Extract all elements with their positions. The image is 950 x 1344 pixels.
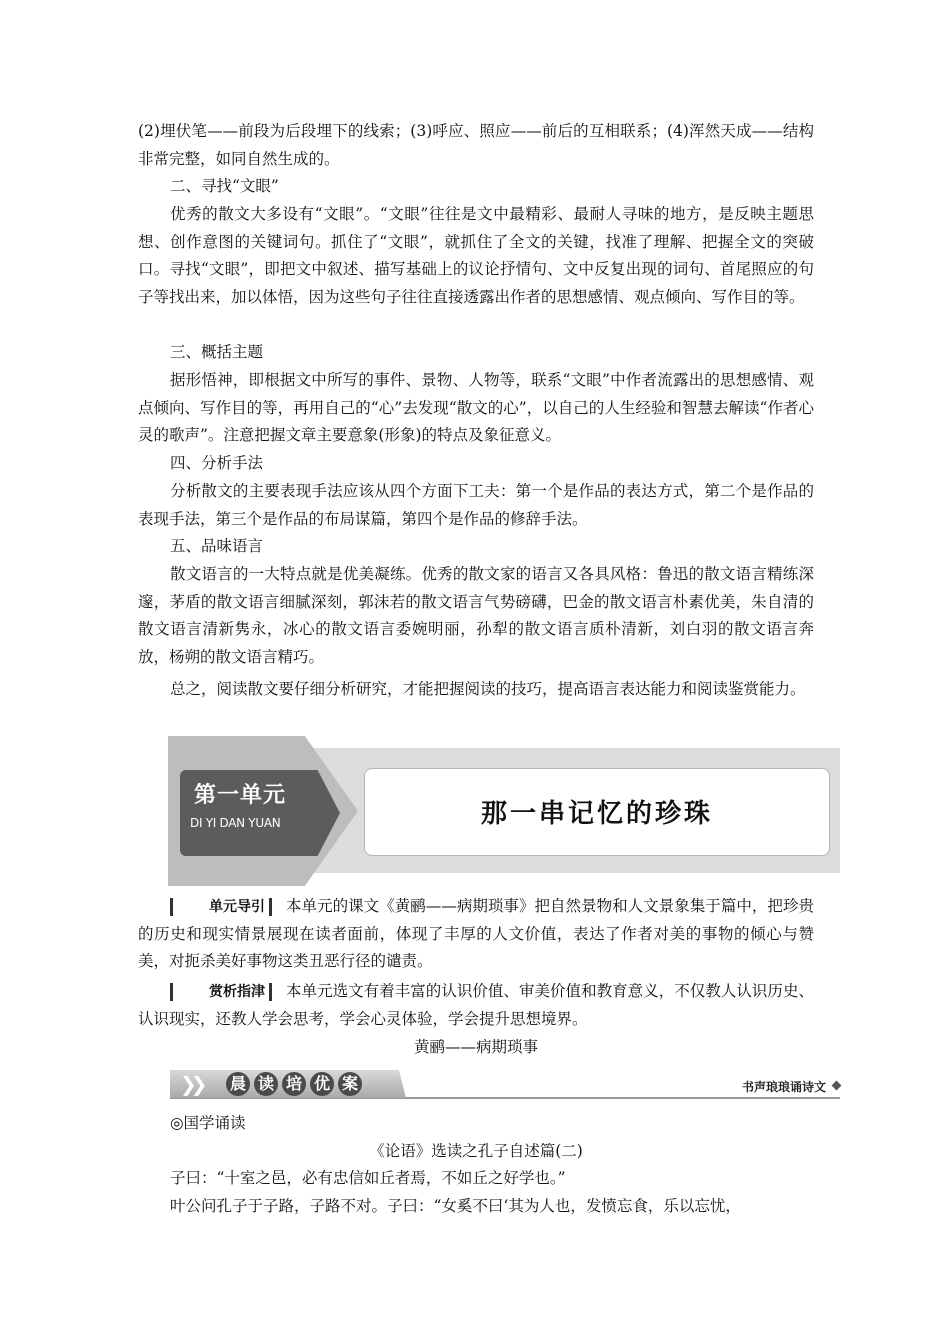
reading-line: 子曰：“十室之邑，必有忠信如丘者焉，不如丘之好学也。” [170, 1169, 566, 1187]
appreciation-guide [138, 978, 814, 1033]
reading-line: 叶公问孔子于子路，子路不对。子曰：“女奚不曰‘其为人也，发愤忘食，乐以忘忧， [170, 1197, 741, 1215]
section-title-char: 晨 [226, 1072, 250, 1096]
paragraph-wenyan: 优秀的散文大多设有“文眼”。“文眼”往往是文中最精彩、最耐人寻味的地方，是反映主题思想、创作意图的关键词句。抓住了“文眼”，就抓住了全文的关键，找准了理解、把握全文的突破口。寻找“文眼”，即把文中叙述、描写基础上的议论抒情句、文中反复出现的词句、首尾照应的句子等找出来，加以体悟，因为这些句子往往直接透露出作者的思想感情、观点倾向、写作目的等。 [138, 205, 814, 306]
reading-title: 《论语》选读之孔子自述篇(二) [369, 1142, 583, 1160]
heading-find-wenyan: 二、寻找“文眼” [170, 177, 279, 195]
section-subtitle: 书声琅琅诵诗文 [741, 1080, 826, 1094]
paragraph-language: 散文语言的一大特点就是优美凝练。优秀的散文家的语言又各具风格：鲁迅的散文语言精练深邃，茅盾的散文语言细腻深刻，郭沫若的散文语言气势磅礴，巴金的散文语言朴素优美，朱自清的散文语言清新隽永，冰心的散文语言委婉明丽，孙犁的散文语言质朴清新，刘白羽的散文语言奔放，杨朔的散文语言精巧。 [138, 565, 814, 666]
paragraph-summary: 总之，阅读散文要仔细分析研究，才能把握阅读的技巧，提高语言表达能力和阅读鉴赏能力。 [170, 680, 806, 698]
heading-language: 五、品味语言 [170, 537, 264, 555]
paragraph-structure: (2)埋伏笔——前段为后段埋下的线索；(3)呼应、照应——前后的互相联系；(4)浑然天成——结构非常完整，如同自然生成的。 [138, 122, 814, 168]
reading-label: ◎国学诵读 [170, 1114, 246, 1132]
appreciation-text: 本单元选文有着丰富的认识价值、审美价值和教育意义，不仅教人认识历史、认识现实，还教人学会思考，学会心灵体验，学会提升思想境界。 [138, 982, 814, 1028]
unit-number-cn: 第一单元 [194, 783, 287, 808]
double-chevron-icon: ❯❯ [180, 1072, 202, 1096]
diamond-icon [832, 1081, 842, 1091]
unit-title: 那一串记忆的珍珠 [480, 799, 713, 829]
section-bar [170, 1068, 840, 1102]
section-title-char: 优 [310, 1072, 334, 1096]
unit-guide [138, 893, 814, 976]
appreciation-tag: 赏析指津 [170, 983, 272, 1001]
section-title-char: 培 [282, 1072, 306, 1096]
unit-title-box [364, 768, 830, 856]
heading-theme: 三、概括主题 [170, 343, 264, 361]
paragraph-theme: 据形悟神，即根据文中所写的事件、景物、人物等，联系“文眼”中作者流露出的思想感情、观点倾向、写作目的等，再用自己的“心”去发现“散文的心”，以自己的人生经验和智慧去解读“作者心灵的歌声”。注意把握文章主要意象(形象)的特点及象征意义。 [138, 371, 814, 444]
unit-number-en: DI YI DAN YUAN [190, 816, 281, 830]
section-title-char: 读 [254, 1072, 278, 1096]
unit-guide-tag: 单元导引 [170, 898, 272, 916]
unit-guide-text: 本单元的课文《黄鹂——病期琐事》把自然景物和人文景象集于篇中，把珍贵的历史和现实情景展现在读者面前，体现了丰厚的人文价值，表达了作者对美的事物的倾心与赞美，对扼杀美好事物这类丑恶行径的谴责。 [138, 897, 814, 970]
unit-banner [168, 736, 840, 886]
section-title [226, 1072, 362, 1096]
heading-technique: 四、分析手法 [170, 454, 264, 472]
section-title-char: 案 [338, 1072, 362, 1096]
lesson-title: 黄鹂——病期琐事 [413, 1038, 538, 1056]
paragraph-technique: 分析散文的主要表现手法应该从四个方面下工夫：第一个是作品的表达方式，第二个是作品的表现手法，第三个是作品的布局谋篇，第四个是作品的修辞手法。 [138, 482, 814, 528]
